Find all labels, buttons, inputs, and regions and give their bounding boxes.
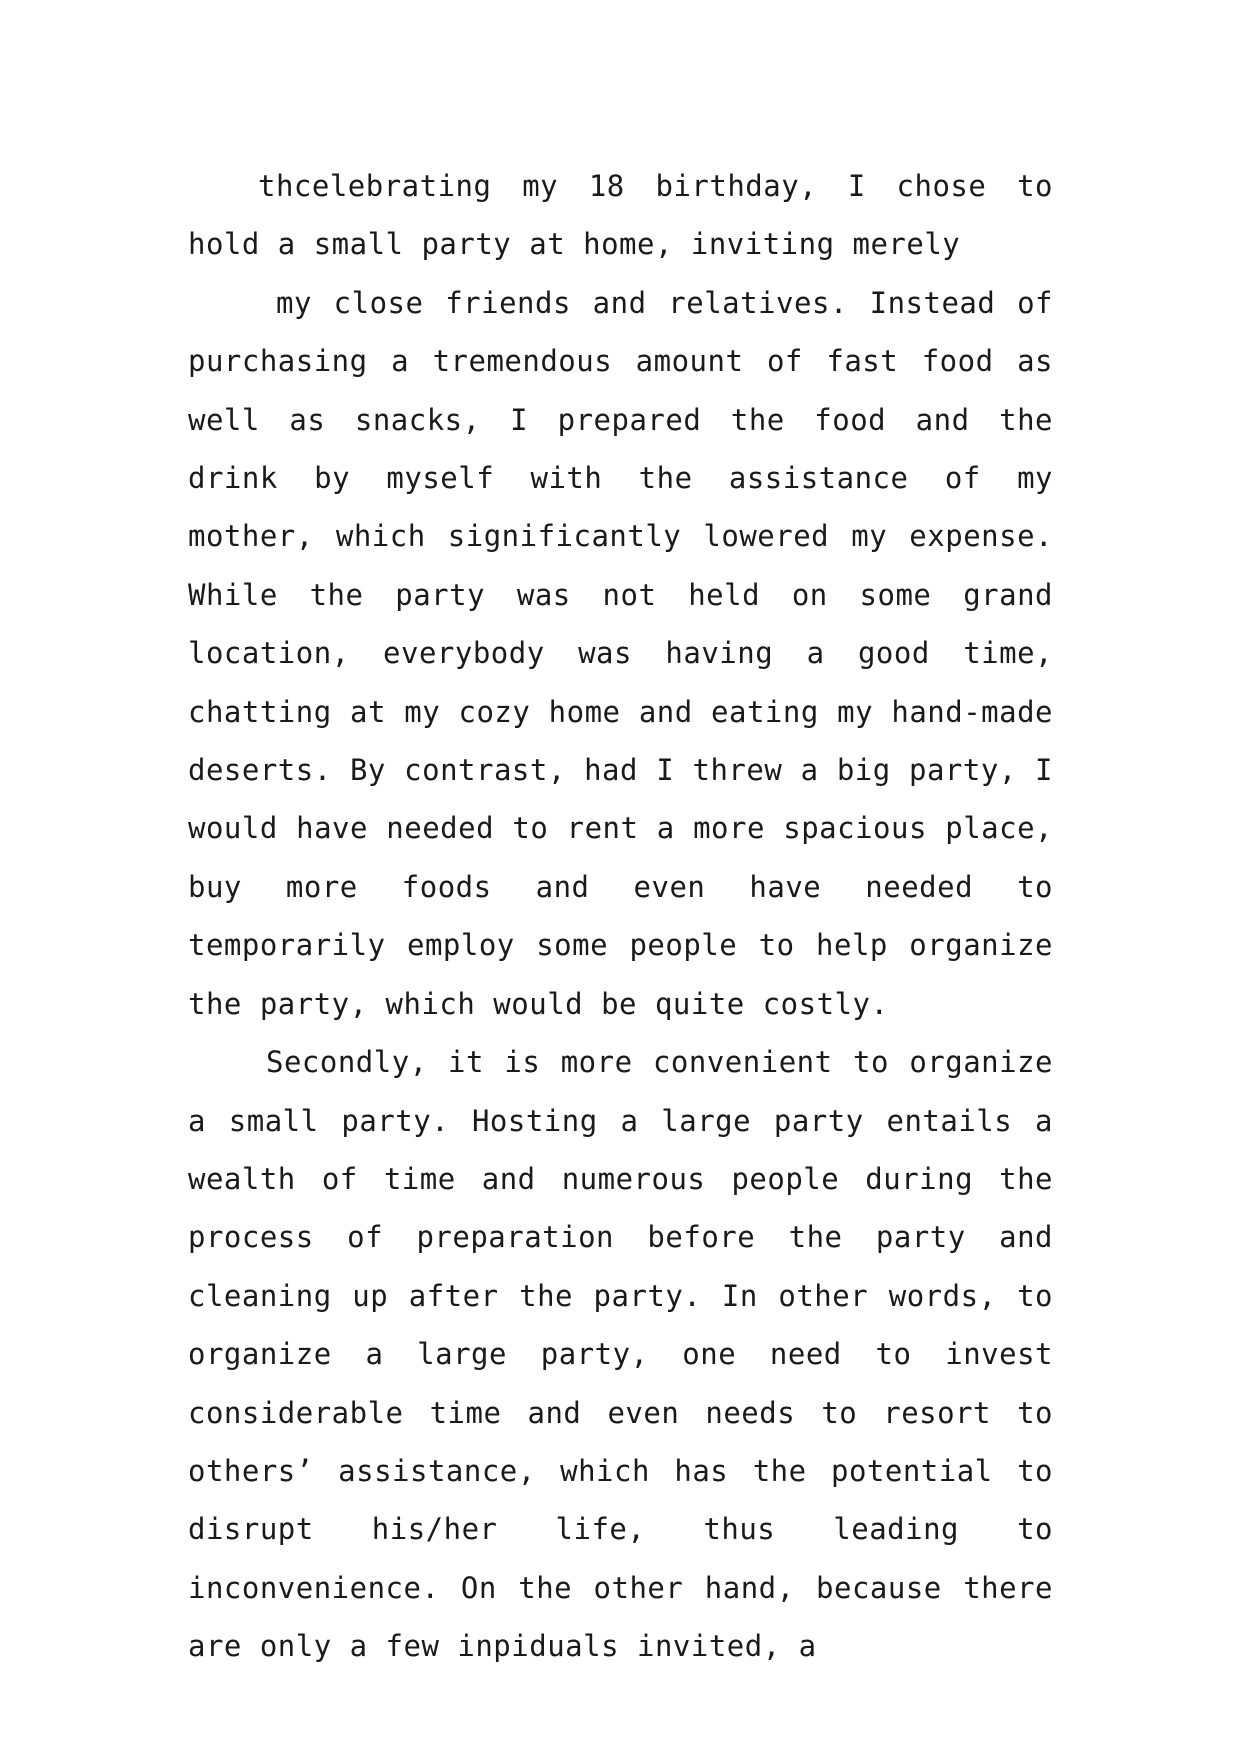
paragraph-1: thcelebrating my 18 birthday, I chose to hold a small party at home, inviting merely	[188, 169, 1053, 262]
paragraph-2: my close friends and relatives. Instead of purchasing a tremendous amount of fast food as well as snacks, I prepared the food and the drink by myself with the assistance of my mother, which significantly lowered my expense. While the party was not held on some grand location, everybody was having a good time, chatting at my cozy home and eating my hand-made deserts. By contrast, had I threw a big party, I would have needed to rent a more spacious place, buy more foods and even have needed to temporarily employ some people to help organize the party, which would be quite costly.	[188, 285, 1053, 1021]
paragraph-3: Secondly, it is more convenient to organize a small party. Hosting a large party entails a wealth of time and numerous people during the process of preparation before the party and cleaning up after the party. In other words, to organize a large party, one need to invest considerable time and even needs to resort to others’ assistance, which has the potential to disrupt his/her life, thus leading to inconvenience. On the other hand, because there are only a few inpiduals invited, a	[188, 1045, 1053, 1664]
document-body	[188, 157, 1053, 1676]
